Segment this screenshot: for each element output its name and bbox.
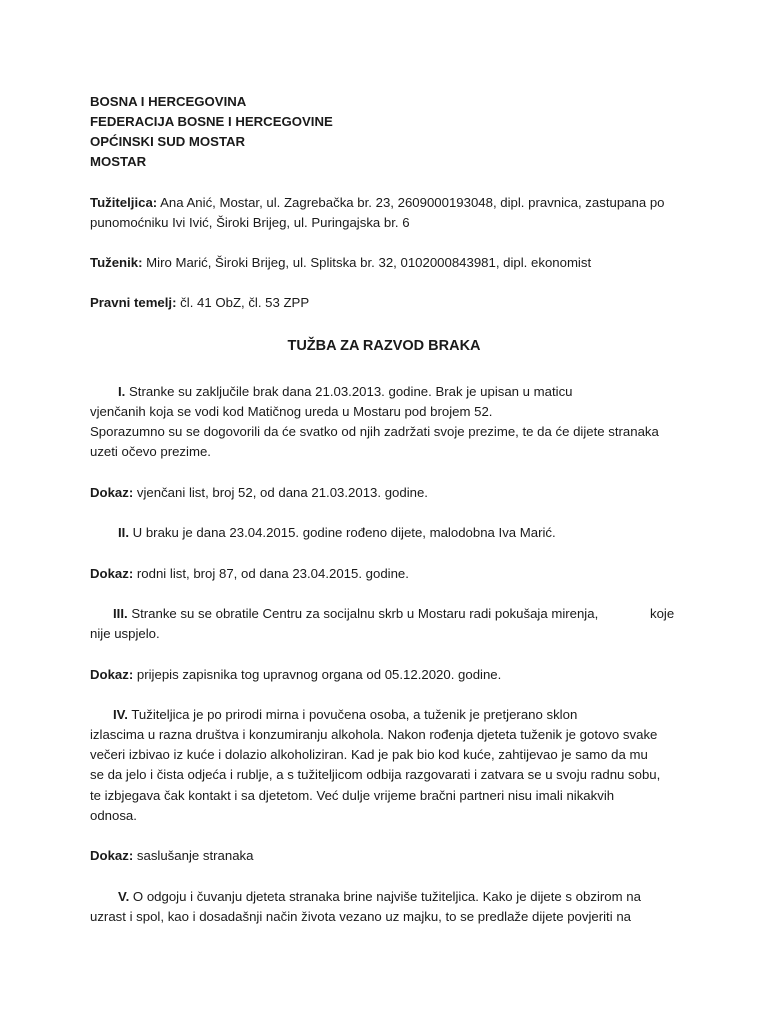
- section-1-proof-text: vjenčani list, broj 52, od dana 21.03.2013. godine.: [133, 485, 428, 500]
- section-4-line-1: [113, 705, 577, 725]
- section-4-proof-label: Dokaz:: [90, 848, 134, 863]
- plaintiff-label: Tužiteljica:: [90, 195, 158, 210]
- section-2-line-1: [118, 523, 556, 543]
- section-4-proof-text: saslušanje stranaka: [133, 848, 254, 863]
- section-2-proof-label: Dokaz:: [90, 566, 134, 581]
- section-2-proof: [90, 564, 409, 584]
- header-line-federation: FEDERACIJA BOSNE I HERCEGOVINE: [90, 114, 333, 129]
- document-title: TUŽBA ZA RAZVOD BRAKA: [287, 338, 481, 354]
- section-3-proof-label: Dokaz:: [90, 667, 134, 682]
- header-line-city: MOSTAR: [90, 154, 147, 169]
- section-4-line-6: odnosa.: [90, 808, 137, 823]
- section-1-number: I.: [118, 384, 126, 399]
- section-5-line-1: [118, 887, 641, 907]
- section-3-proof-text: prijepis zapisnika tog upravnog organa od 05.12.2020. godine.: [133, 667, 502, 682]
- section-3-line-2: nije uspjelo.: [90, 626, 160, 641]
- section-1-line-3: Sporazumno su se dogovorili da će svatko od njih zadržati svoje prezime, te da će dijete stranaka: [90, 424, 659, 439]
- section-3-number: III.: [113, 606, 128, 621]
- legal-basis-label: Pravni temelj:: [90, 295, 177, 310]
- section-2-text: U braku je dana 23.04.2015. godine rođeno dijete, malodobna Iva Marić.: [129, 525, 556, 540]
- section-2-number: II.: [118, 525, 129, 540]
- section-4-line-3: večeri izbivao iz kuće i dolazio alkoholiziran. Kad je pak bio kod kuće, zahtijevao je samo da mu: [90, 747, 648, 762]
- defendant-line: [90, 253, 591, 273]
- header-line-country: BOSNA I HERCEGOVINA: [90, 94, 247, 109]
- section-1-proof: [90, 483, 428, 503]
- section-1-line-1: [118, 382, 573, 402]
- section-4-number: IV.: [113, 707, 128, 722]
- section-4-line-4: se da jelo i čista odjeća i rublje, a s tužiteljicom odbija razgovarati i zatvara se u svoju radnu sobu,: [90, 767, 661, 782]
- defendant-text: Miro Marić, Široki Brijeg, ul. Splitska br. 32, 0102000843981, dipl. ekonomist: [142, 255, 592, 270]
- section-5-number: V.: [118, 889, 130, 904]
- plaintiff-line-1: [90, 193, 665, 213]
- section-3-proof: [90, 665, 501, 685]
- section-4-line-2: izlascima u razna društva i konzumiranju alkohola. Nakon rođenja djeteta tuženik je gotovo svake: [90, 727, 658, 742]
- section-4-text: Tužiteljica je po prirodi mirna i povučena osoba, a tuženik je pretjerano sklon: [127, 707, 578, 722]
- legal-basis-line: [90, 293, 309, 313]
- plaintiff-text: Ana Anić, Mostar, ul. Zagrebačka br. 23, 2609000193048, dipl. pravnica, zastupana po: [157, 195, 665, 210]
- section-5-text: O odgoju i čuvanju djeteta stranaka brine najviše tužiteljica. Kako je dijete s obzirom na: [129, 889, 641, 904]
- section-3-line-1: [113, 604, 598, 624]
- section-2-proof-text: rodni list, broj 87, od dana 23.04.2015. godine.: [133, 566, 409, 581]
- plaintiff-line-2: punomoćniku Ivi Ivić, Široki Brijeg, ul. Puringajska br. 6: [90, 215, 410, 230]
- section-1-proof-label: Dokaz:: [90, 485, 134, 500]
- header-line-court: OPĆINSKI SUD MOSTAR: [90, 134, 246, 149]
- section-1-line-2: vjenčanih koja se vodi kod Matičnog ureda u Mostaru pod brojem 52.: [90, 404, 493, 419]
- legal-basis-text: čl. 41 ObZ, čl. 53 ZPP: [176, 295, 310, 310]
- section-1-line-4: uzeti očevo prezime.: [90, 444, 211, 459]
- section-5-line-2: uzrast i spol, kao i dosadašnji način života vezano uz majku, to se predlaže dijete povjeriti na: [90, 909, 631, 924]
- section-1-text: Stranke su zaključile brak dana 21.03.2013. godine. Brak je upisan u maticu: [125, 384, 573, 399]
- section-4-proof: [90, 846, 253, 866]
- section-4-line-5: te izbjegava čak kontakt i sa djetetom. Već dulje vrijeme bračni partneri nisu imali nikakvih: [90, 788, 615, 803]
- defendant-label: Tuženik:: [90, 255, 143, 270]
- section-3-text: Stranke su se obratile Centru za socijalnu skrb u Mostaru radi pokušaja mirenja,: [127, 606, 599, 621]
- section-3-line-1-end: koje: [650, 606, 675, 621]
